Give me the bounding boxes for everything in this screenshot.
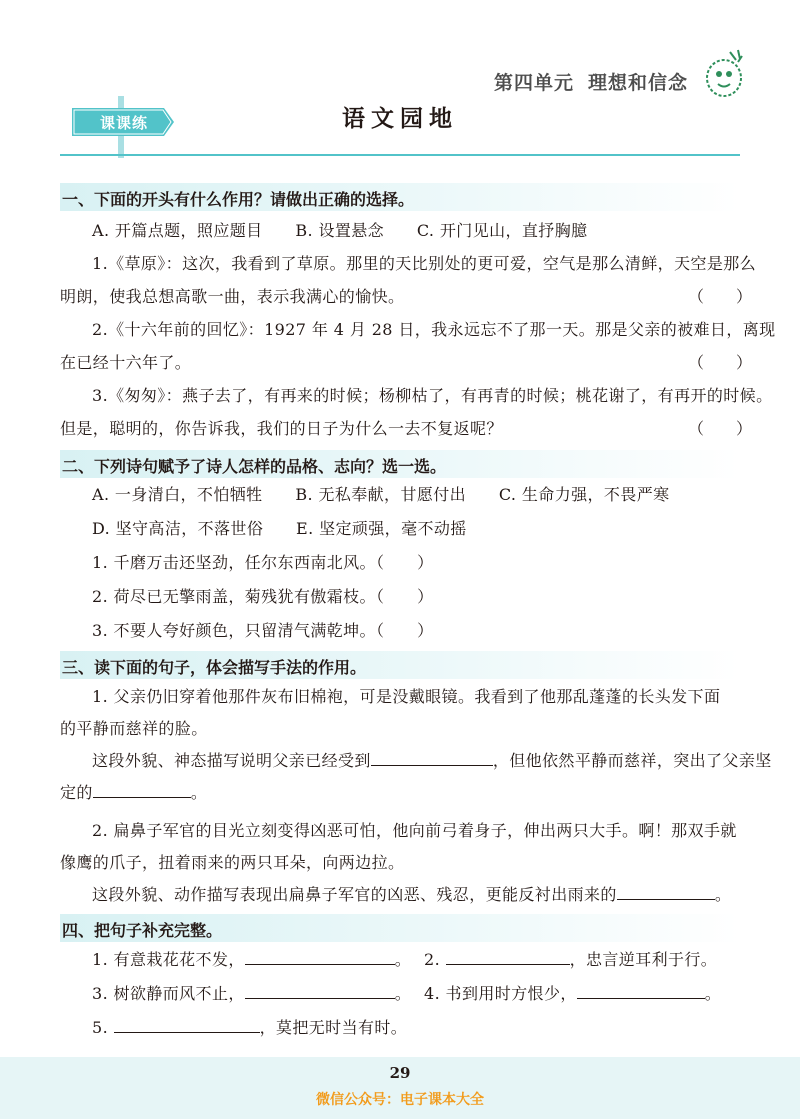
s4-q5	[92, 1015, 407, 1038]
s2-q1[interactable]: 1. 千磨万击还坚劲，任尔东西南北风。（ ）	[92, 553, 434, 572]
s3-p1-line2: 的平静而慈祥的脸。	[60, 719, 208, 738]
s4-q2-text: ，忠言逆耳利于行。	[569, 950, 718, 969]
s1-q1-line2: 明朗，使我总想高歌一曲，表示我满心的愉快。	[60, 287, 405, 306]
s4-q3-blank[interactable]	[245, 982, 395, 999]
s4-q2-number: 2.	[424, 950, 441, 969]
page-number: 29	[389, 1064, 411, 1082]
s4-q3-text: 3. 树欲静而风不止，	[92, 984, 245, 1003]
s4-q1-end: 。	[394, 950, 412, 969]
s3-p2-line1: 2. 扁鼻子军官的目光立刻变得凶恶可怕，他向前弓着身子，伸出两只大手。啊！那双手就	[92, 821, 737, 840]
s4-q4-end: 。	[704, 984, 722, 1003]
s3-p2-line2: 像鹰的爪子，扭着雨来的两只耳朵，向两边拉。	[60, 853, 405, 872]
section-1-options: A. 开篇点题，照应题目 B. 设置悬念 C. 开门见山，直抒胸臆	[92, 221, 588, 240]
unit-label: 第四单元	[494, 72, 575, 94]
s3-p2-question	[92, 882, 731, 905]
mascot-icon	[700, 46, 746, 100]
s3-p1-line1: 1. 父亲仍旧穿着他那件灰布旧棉袍，可是没戴眼镜。我看到了他那乱蓬蓬的长头发下面	[92, 687, 721, 706]
s4-q4	[424, 981, 721, 1004]
lesson-badge: 课课练	[99, 114, 148, 132]
section-2-options-row1: A. 一身清白，不怕牺牲 B. 无私奉献，甘愿付出 C. 生命力强，不畏严寒	[92, 485, 670, 504]
header-divider	[60, 154, 740, 156]
s1-q2-line1: 2.《十六年前的回忆》：1927 年 4 月 28 日，我永远忘不了那一天。那是父亲的被难日，离现	[92, 320, 776, 339]
s1-q1-line1: 1.《草原》：这次，我看到了草原。那里的天比别处的更可爱，空气是那么清鲜，天空是那么	[92, 254, 757, 273]
s4-q5-text: ，莫把无时当有时。	[259, 1018, 408, 1037]
s4-q1	[92, 947, 411, 970]
s3-p2-q-text-a: 这段外貌、动作描写表现出扁鼻子军官的凶恶、残忍，更能反衬出雨来的	[92, 885, 617, 904]
s3-p1-q-text-a: 这段外貌、神态描写说明父亲已经受到	[92, 751, 371, 770]
s2-q3[interactable]: 3. 不要人夸好颜色，只留清气满乾坤。（ ）	[92, 621, 434, 640]
s3-p1-blank-2[interactable]	[93, 781, 191, 798]
s3-p1-blank-1[interactable]	[371, 749, 493, 766]
s4-q4-blank[interactable]	[577, 982, 705, 999]
wechat-watermark: 微信公众号：电子课本大全	[316, 1092, 484, 1108]
s3-p2-q-text-b: 。	[714, 885, 732, 904]
s1-q3-line1: 3.《匆匆》：燕子去了，有再来的时候；杨柳枯了，有再青的时候；桃花谢了，有再开的时候。	[92, 386, 773, 405]
s1-q2-answer-blank[interactable]: （ ）	[688, 353, 753, 372]
s4-q1-text: 1. 有意栽花花不发，	[92, 950, 245, 969]
s4-q1-blank[interactable]	[245, 948, 395, 965]
s1-q2-line2: 在已经十六年了。	[60, 353, 192, 372]
s3-p1-question-line2	[60, 780, 207, 803]
s4-q5-blank[interactable]	[114, 1016, 260, 1033]
section-4-title: 四、把句子补充完整。	[62, 921, 223, 940]
s3-p1-q-text-d: 。	[190, 783, 208, 802]
section-1-title: 一、下面的开头有什么作用？请做出正确的选择。	[62, 190, 415, 209]
s4-q3-end: 。	[394, 984, 412, 1003]
s1-q3-line2: 但是，聪明的，你告诉我，我们的日子为什么一去不复返呢？	[60, 419, 503, 438]
s3-p1-q-text-c: 定的	[60, 783, 93, 802]
s4-q4-text: 4. 书到用时方恨少，	[424, 984, 577, 1003]
s1-q3-answer-blank[interactable]: （ ）	[688, 419, 753, 438]
section-2-options-row2: D. 坚守高洁，不落世俗 E. 坚定顽强，毫不动摇	[92, 519, 467, 538]
unit-theme: 理想和信念	[588, 72, 689, 94]
s3-p1-question-line1	[92, 748, 772, 771]
s4-q2	[424, 947, 717, 970]
s1-q1-answer-blank[interactable]: （ ）	[688, 287, 753, 306]
section-2-title: 二、下列诗句赋予了诗人怎样的品格、志向？选一选。	[62, 457, 447, 476]
s4-q2-blank[interactable]	[446, 948, 570, 965]
page-title: 语文园地	[342, 106, 458, 132]
s3-p2-blank[interactable]	[617, 883, 715, 900]
s2-q2[interactable]: 2. 荷尽已无擎雨盖，菊残犹有傲霜枝。（ ）	[92, 587, 434, 606]
s3-p1-q-text-b: ，但他依然平静而慈祥，突出了父亲坚	[492, 751, 772, 770]
unit-header	[494, 68, 702, 95]
s4-q5-number: 5.	[92, 1018, 109, 1037]
s4-q3	[92, 981, 411, 1004]
section-3-title: 三、读下面的句子，体会描写手法的作用。	[62, 658, 367, 677]
